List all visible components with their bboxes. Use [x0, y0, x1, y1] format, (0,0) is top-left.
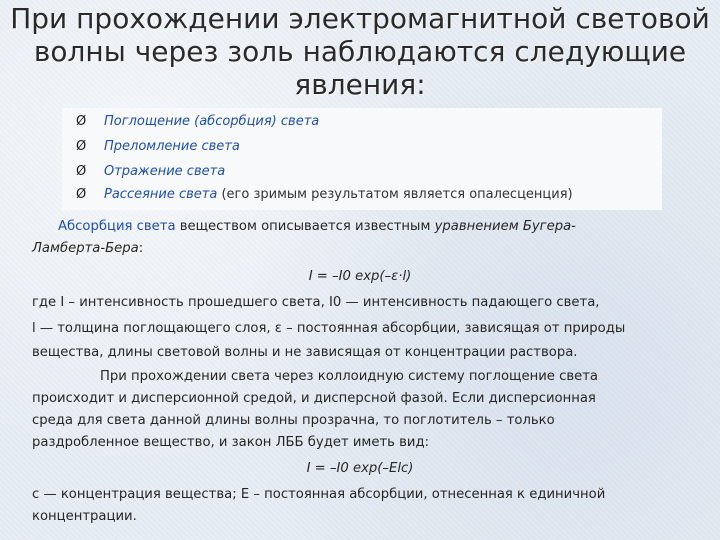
colon: :: [138, 241, 144, 256]
title-line-1: При прохождении электромагнитной световой: [10, 2, 710, 35]
absorption-term: Абсорбция света: [58, 219, 176, 234]
slide-title: [0, 2, 720, 101]
absorption-text: веществом описывается известным: [175, 219, 435, 234]
list-item-label: Преломление света: [104, 139, 240, 154]
colloid-line-3: среда для света данной длины волны прозрачна, то поглотитель – только: [32, 413, 555, 428]
colloid-line-4: раздробленное вещество, и закон ЛББ будет иметь вид:: [32, 435, 430, 450]
list-item-label: Отражение света: [104, 164, 226, 179]
list-item-note: (его зримым результатом является опалесценция): [217, 187, 573, 202]
arrow-bullet-icon: Ø: [76, 114, 87, 129]
absorption-paragraph-cont: [32, 238, 143, 260]
definition-line-1: где I – интенсивность прошедшего света, I0 — интенсивность падающего света,: [32, 295, 600, 310]
definition-line-3: вещества, длины световой волны и не зависящая от концентрации раствора.: [32, 345, 578, 360]
title-line-3: явления:: [294, 68, 426, 101]
arrow-bullet-icon: Ø: [76, 139, 87, 154]
arrow-bullet-icon: Ø: [76, 187, 87, 202]
list-item-label: Поглощение (абсорбция) света: [104, 114, 320, 129]
list-item-label: Рассеяние света: [104, 187, 218, 202]
formula-beer-lambert: I = –I0 exp(–ε·l): [308, 269, 412, 284]
law-name-cont: Ламберта-Бера: [32, 241, 139, 256]
arrow-bullet-icon: Ø: [76, 164, 87, 179]
formula-colloid: I = –I0 exp(–Elc): [306, 461, 414, 476]
absorption-paragraph: [58, 216, 576, 238]
colloid-line-1: При прохождении света через коллоидную систему поглощение света: [100, 369, 598, 384]
law-name: уравнением Бугера-: [434, 219, 576, 234]
final-line-1: c — концентрация вещества; E – постоянная абсорбции, отнесенная к единичной: [32, 487, 606, 502]
phenomena-list: [62, 108, 662, 210]
final-line-2: концентрации.: [32, 509, 137, 524]
definition-line-2: l — толщина поглощающего слоя, ε – постоянная абсорбции, зависящая от природы: [32, 321, 626, 336]
colloid-line-2: происходит и дисперсионной средой, и дисперсной фазой. Если дисперсионная: [32, 391, 596, 406]
title-line-2: волны через золь наблюдаются следующие: [33, 35, 687, 68]
